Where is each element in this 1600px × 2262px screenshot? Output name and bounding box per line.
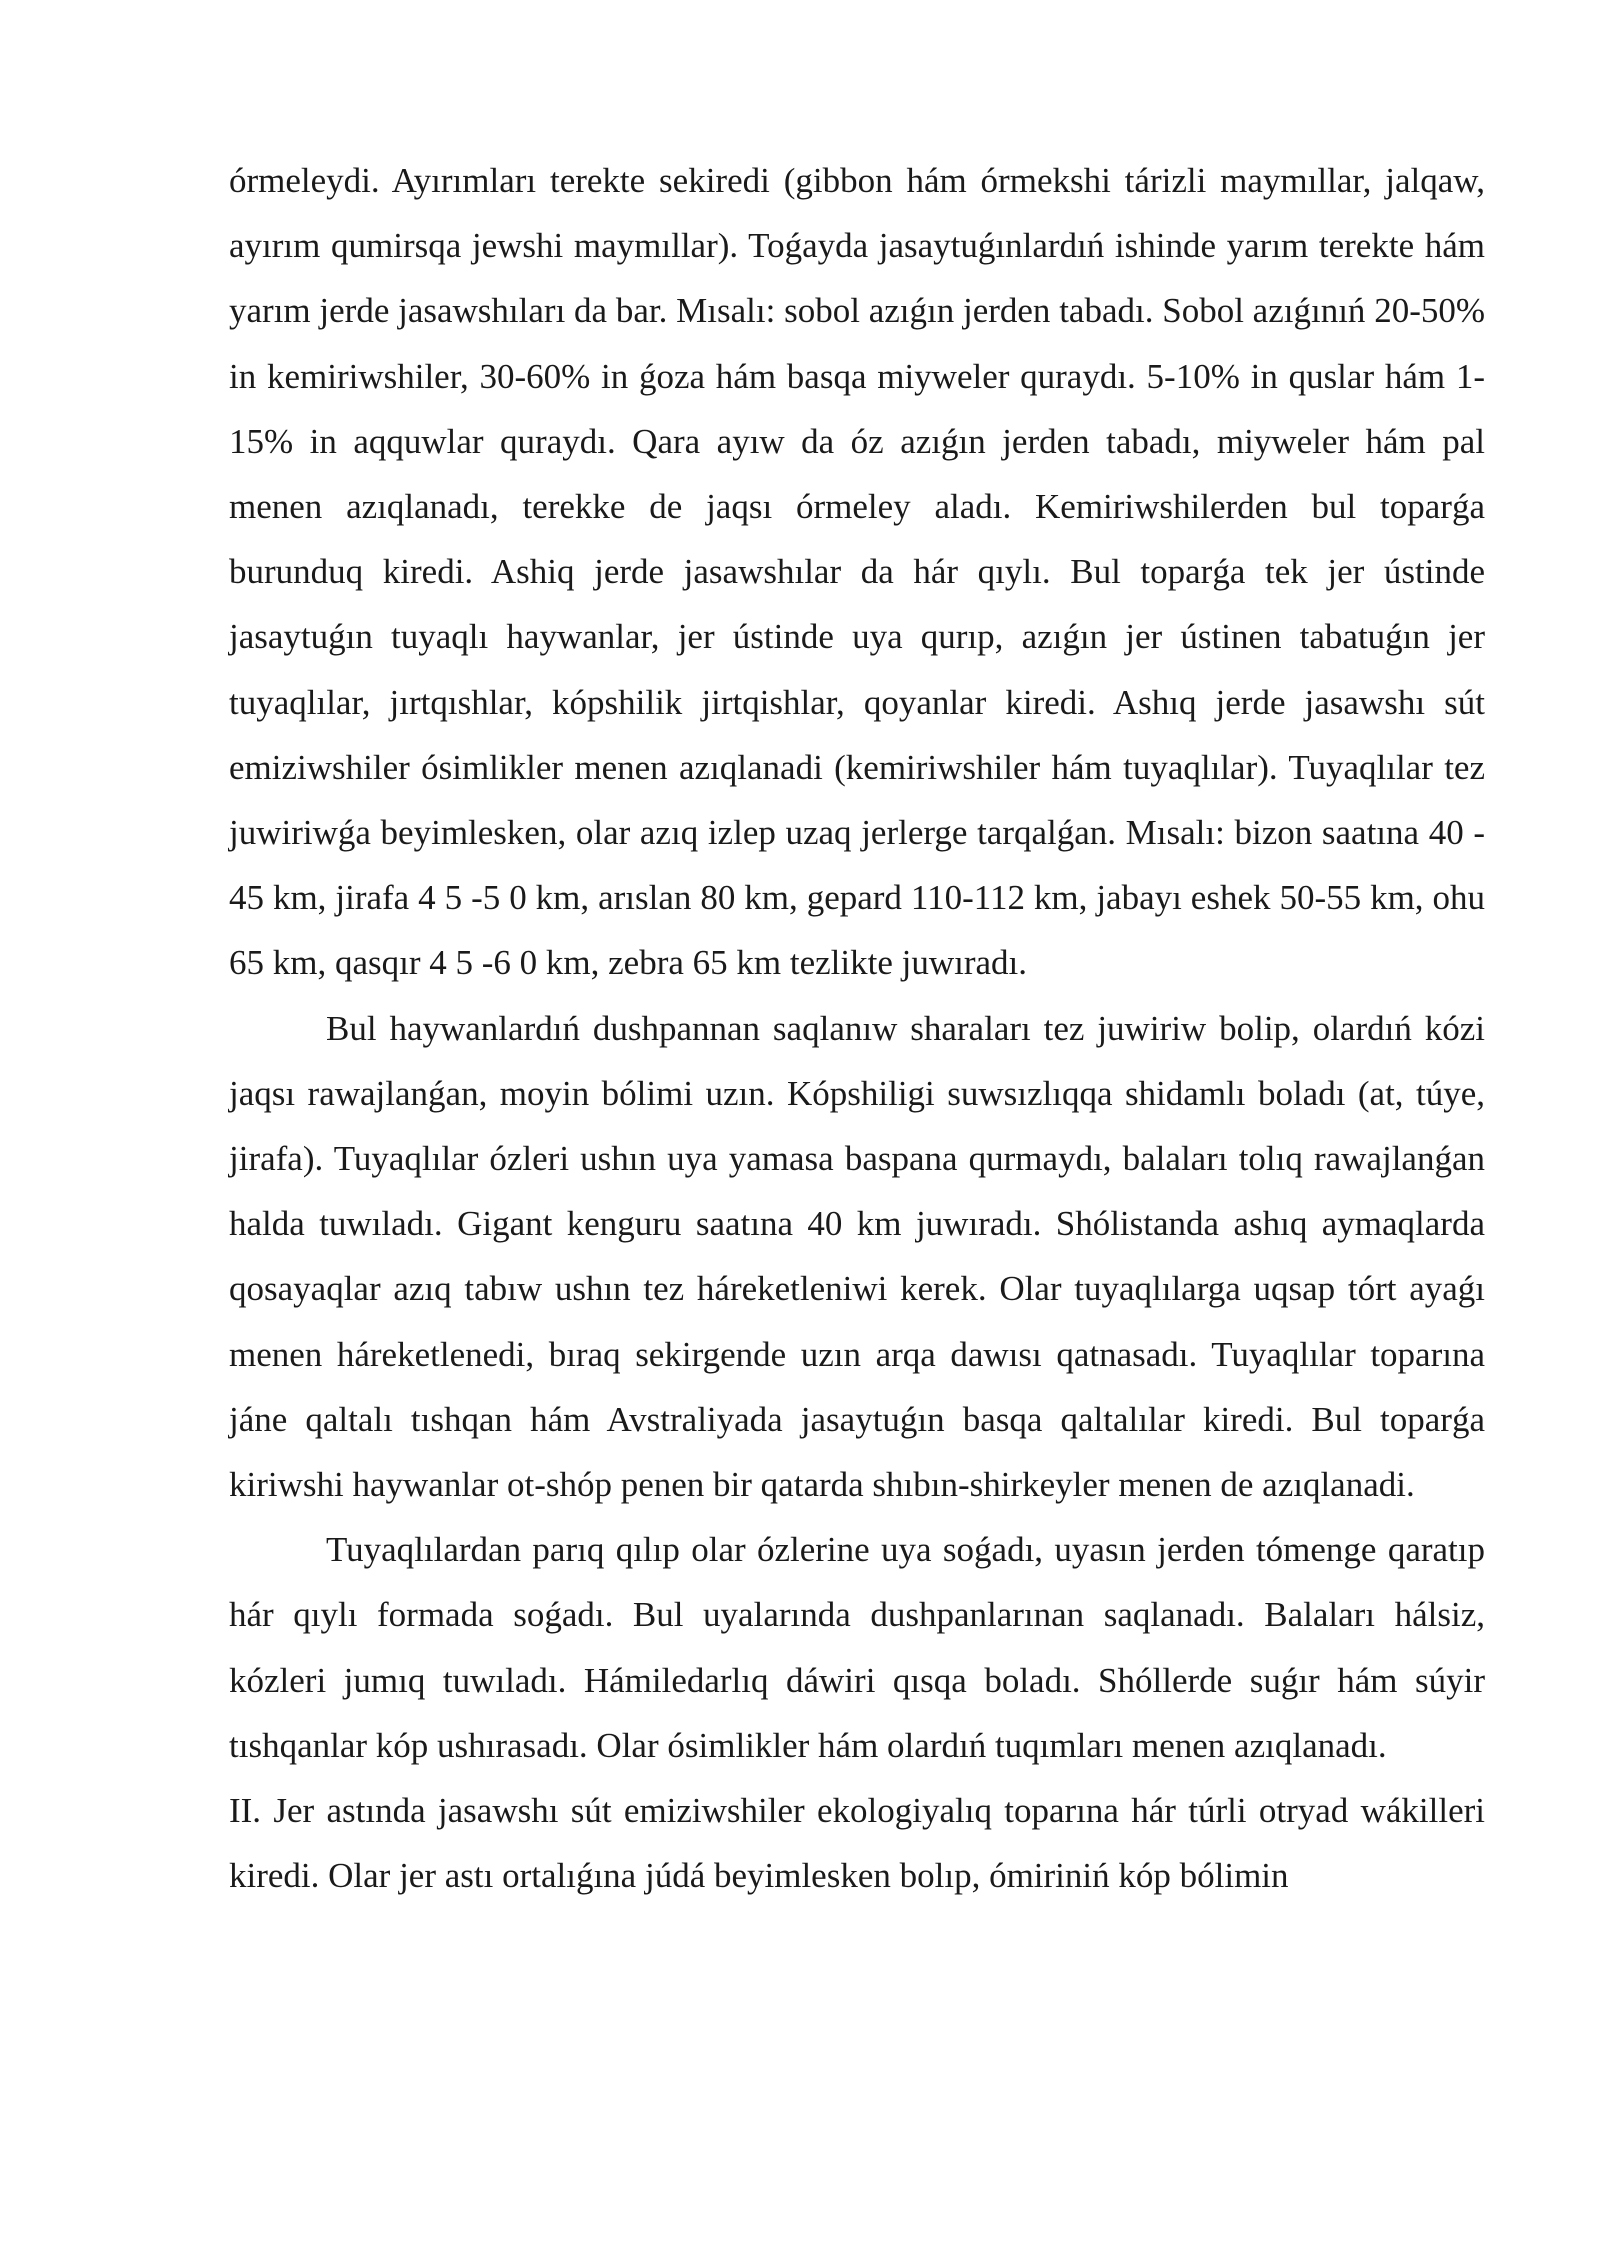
paragraph-nest-builders: Tuyaqlılardan parıq qılıp olar ózlerine uya soǵadı, uyasın jerden tómenge qaratıp hár qıylı formada soǵadı. Bul uyalarında dushpanlarınan saqlanadı. Balaları hálsiz, kózleri jumıq tuwıladı. Hámiledarlıq dáwiri qısqa boladı. Shóllerde suǵır hám súyir tıshqanlar kóp ushırasadı. Olar ósimlikler hám olardıń tuqımları menen azıqlanadı. [229,1530,1485,1765]
paragraph-underground-dwellers: II. Jer astında jasawshı sút emiziwshiler ekologiyalıq toparına hár túrli otryad wákilleri kiredi. Olar jer astı ortalıǵına júdá beyimlesken bolıp, ómiriniń kóp bólimin [229,1791,1485,1896]
document-body [229,148,1485,1908]
paragraph-arboreal-and-ground-dwellers: órmeleydi. Ayırımları terekte sekiredi (gibbon hám órmekshi tárizli maymıllar, jalqaw, ayırım qumirsqa jewshi maymıllar). Toǵayda jasaytuǵınlardıń ishinde yarım terekte hám yarım jerde jasawshıları da bar. Mısalı: sobol azıǵın jerden tabadı. Sobol azıǵınıń 20-50% in kemiriwshiler, 30-60% in ǵoza hám basqa miyweler quraydı. 5-10% in quslar hám 1-15% in aqquwlar quraydı. Qara ayıw da óz azıǵın jerden tabadı, miyweler hám pal menen azıqlanadı, terekke de jaqsı órmeley aladı. Kemiriwshilerden bul toparǵa burunduq kiredi. Ashiq jerde jasawshılar da hár qıylı. Bul toparǵa tek jer ústinde jasaytuǵın tuyaqlı haywanlar, jer ústinde uya qurıp, azıǵın jer ústinen tabatuǵın jer tuyaqlılar, jırtqıshlar, kópshilik jirtqishlar, qoyanlar kiredi. Ashıq jerde jasawshı sút emiziwshiler ósimlikler menen azıqlanadi (kemiriwshiler hám tuyaqlılar). Tuyaqlılar tez juwiriwǵa beyimlesken, olar azıq izlep uzaq jerlerge tarqalǵan. Mısalı: bizon saatına 40 - 45 km, jirafa 4 5 -5 0 km, arıslan 80 km, gepard 110-112 km, jabayı eshek 50-55 km, ohu 65 km, qasqır 4 5 -6 0 km, zebra 65 km tezlikte juwıradı. [229,161,1485,983]
paragraph-escape-by-running: Bul haywanlardıń dushpannan saqlanıw sharaları tez juwiriw bolip, olardıń kózi jaqsı rawajlanǵan, moyin bólimi uzın. Kópshiligi suwsızlıqqa shidamlı boladı (at, túye, jirafa). Tuyaqlılar ózleri ushın uya yamasa baspana qurmaydı, balaları tolıq rawajlanǵan halda tuwıladı. Gigant kenguru saatına 40 km juwıradı. Shólistanda ashıq aymaqlarda qosayaqlar azıq tabıw ushın tez háreketleniwi kerek. Olar tuyaqlılarga uqsap tórt ayaǵı menen háreketlenedi, bıraq sekirgende uzın arqa dawısı qatnasadı. Tuyaqlılar toparına jáne qaltalı tıshqan hám Avstraliyada jasaytuǵın basqa qaltalılar kiredi. Bul toparǵa kiriwshi haywanlar ot-shóp penen bir qatarda shıbın-shirkeyler menen de azıqlanadi. [229,1008,1485,1505]
